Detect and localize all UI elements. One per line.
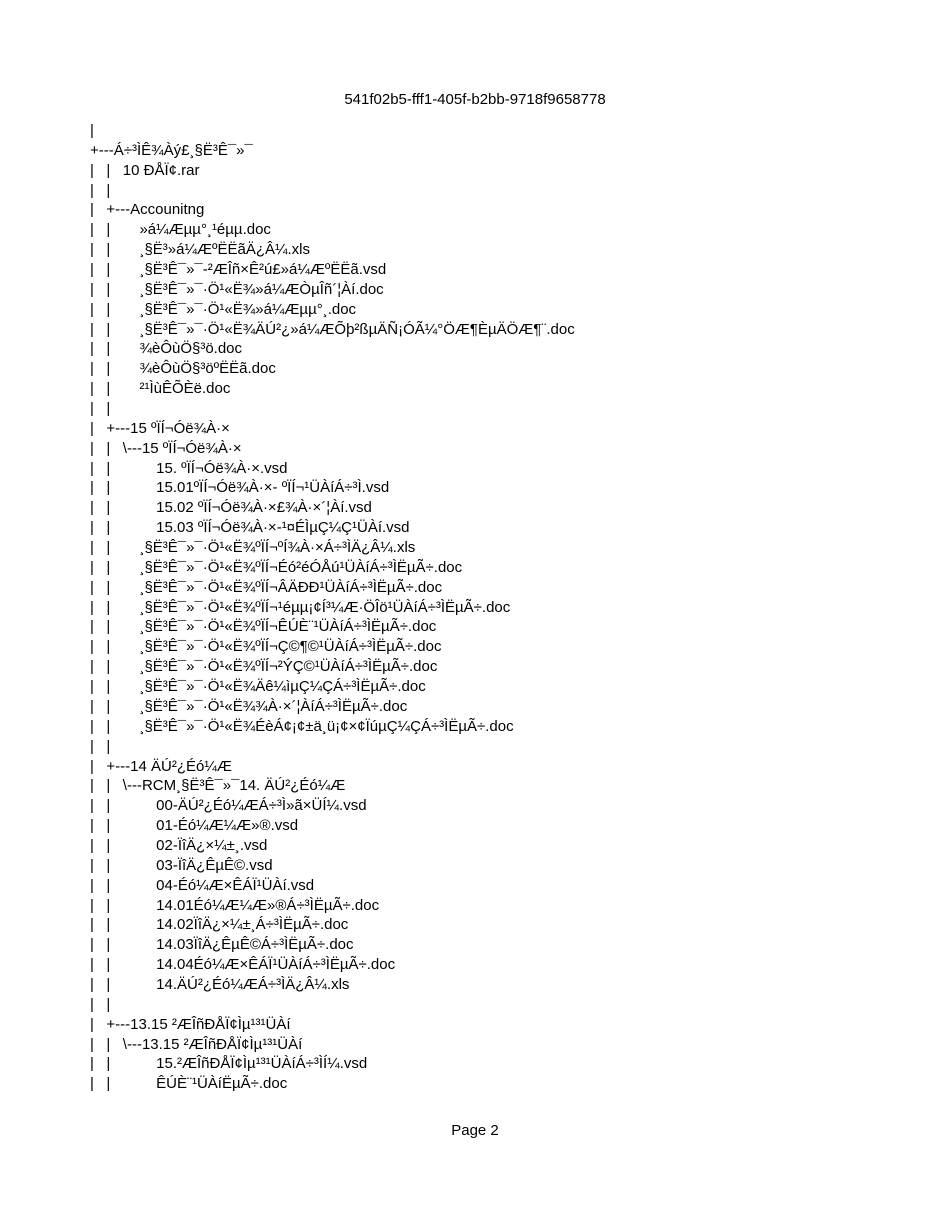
tree-line: | | ¸§Ë³Ê¯»¯·Ö¹«Ë¾»á¼Æµµ°¸.doc	[90, 300, 357, 318]
tree-line: | | ¸§Ë³»á¼ÆºËËãÄ¿Â¼.xls	[90, 241, 311, 259]
tree-line: | |	[90, 181, 111, 199]
tree-line: | | 00-ÄÚ²¿Éó¼ÆÁ÷³Ì»ã×ÜÍ¼.vsd	[90, 797, 367, 815]
tree-line: | | 15.²ÆÎñÐÅÏ¢Ìµ¹³¹ÜÀíÁ÷³ÌÍ¼.vsd	[90, 1055, 368, 1073]
tree-line: | | ¸§Ë³Ê¯»¯·Ö¹«Ë¾¾À·×´¦ÀíÁ÷³ÌËµÃ÷.doc	[90, 697, 408, 715]
tree-line: | | ¸§Ë³Ê¯»¯·Ö¹«Ë¾ºÏÍ¬¹éµµ¡¢Í³¼Æ·ÖÎö¹ÜÀíÁ÷³ÌËµÃ÷.doc	[90, 598, 511, 616]
tree-line: | | »á¼Æµµ°¸¹éµµ.doc	[90, 221, 271, 239]
tree-line: | | ¸§Ë³Ê¯»¯·Ö¹«Ë¾»á¼ÆÒµÎñ´¦Àí.doc	[90, 280, 384, 298]
tree-line: | +---15 ºÏÍ¬Óë¾À·×	[90, 419, 230, 437]
tree-line: | | ¸§Ë³Ê¯»¯·Ö¹«Ë¾ºÏÍ¬²ÝÇ©¹ÜÀíÁ÷³ÌËµÃ÷.doc	[90, 658, 438, 676]
tree-line: | | ¸§Ë³Ê¯»¯·Ö¹«Ë¾ºÏÍ¬Éó²éÓÅú¹ÜÀíÁ÷³ÌËµÃ÷.doc	[90, 558, 463, 576]
tree-line: | | 01-Éó¼Æ¼Æ»®.vsd	[90, 817, 299, 835]
tree-line: | +---13.15 ²ÆÎñÐÅÏ¢Ìµ¹³¹ÜÀí	[90, 1015, 291, 1033]
tree-line: | | ¸§Ë³Ê¯»¯-²ÆÎñ×Ê²ú£»á¼ÆºËËã.vsd	[90, 261, 387, 279]
tree-line: | | 15.01ºÏÍ¬Óë¾À·×- ºÏÍ¬¹ÜÀíÁ÷³Ì.vsd	[90, 479, 390, 497]
tree-line: | |	[90, 995, 111, 1013]
tree-line: | | 15. ºÏÍ¬Óë¾À·×.vsd	[90, 459, 288, 477]
tree-line: | +---Accounitng	[90, 201, 205, 219]
page-header-doc-id: 541f02b5-fff1-405f-b2bb-9718f9658778	[344, 91, 606, 108]
tree-line: | | ¸§Ë³Ê¯»¯·Ö¹«Ë¾ÄÚ²¿»á¼ÆÕþ²ßµÄÑ¡ÓÃ¼°ÖÆ¶ÈµÄÖÆ¶¨.doc	[90, 320, 575, 338]
tree-line: | | ¾èÔùÖ§³ö.doc	[90, 340, 243, 358]
tree-line: | | 02-ÏîÄ¿×¼±¸.vsd	[90, 836, 268, 854]
tree-line: +---Á÷³ÌÊ¾Àý£¸§Ë³Ê¯»¯	[90, 141, 253, 159]
tree-line: | | 15.02 ºÏÍ¬Óë¾À·×£¾À·×´¦Àí.vsd	[90, 499, 372, 517]
tree-line: | | 04-Éó¼Æ×ÊÁÏ¹ÜÀí.vsd	[90, 876, 315, 894]
page-footer-page-number: Page 2	[451, 1122, 499, 1139]
tree-line: | | 14.04Éó¼Æ×ÊÁÏ¹ÜÀíÁ÷³ÌËµÃ÷.doc	[90, 956, 396, 974]
tree-line: | | \---15 ºÏÍ¬Óë¾À·×	[90, 439, 242, 457]
tree-line: | |	[90, 400, 111, 418]
tree-line: | | 10 ÐÅÏ¢.rar	[90, 161, 200, 179]
tree-line: | +---14 ÄÚ²¿Éó¼Æ	[90, 757, 232, 775]
tree-line: | | ²¹ÌùÊÕÈë.doc	[90, 380, 231, 398]
tree-line: | | 14.01Éó¼Æ¼Æ»®Á÷³ÌËµÃ÷.doc	[90, 896, 380, 914]
tree-line: | | ¸§Ë³Ê¯»¯·Ö¹«Ë¾ÉèÁ¢¡¢±ä¸ü¡¢×¢ÏúµÇ¼ÇÁ÷³ÌËµÃ÷.doc	[90, 717, 514, 735]
tree-line: | | ¸§Ë³Ê¯»¯·Ö¹«Ë¾Äê¼ìµÇ¼ÇÁ÷³ÌËµÃ÷.doc	[90, 678, 426, 696]
tree-line: | | 03-ÏîÄ¿ÊµÊ©.vsd	[90, 856, 273, 874]
tree-line: | | 15.03 ºÏÍ¬Óë¾À·×-¹¤ÉÌµÇ¼Ç¹ÜÀí.vsd	[90, 519, 410, 537]
tree-line: |	[90, 122, 94, 139]
tree-line: | | ¸§Ë³Ê¯»¯·Ö¹«Ë¾ºÏÍ¬ÂÄÐÐ¹ÜÀíÁ÷³ÌËµÃ÷.doc	[90, 578, 443, 596]
tree-line: | | \---13.15 ²ÆÎñÐÅÏ¢Ìµ¹³¹ÜÀí	[90, 1035, 303, 1053]
tree-line: | | ¸§Ë³Ê¯»¯·Ö¹«Ë¾ºÏÍ¬ºÍ¾À·×Á÷³ÌÄ¿Â¼.xls	[90, 539, 416, 557]
tree-line: | | ¸§Ë³Ê¯»¯·Ö¹«Ë¾ºÏÍ¬ÊÚÈ¨¹ÜÀíÁ÷³ÌËµÃ÷.doc	[90, 618, 437, 636]
tree-line: | |	[90, 737, 111, 755]
tree-line: | | ¾èÔùÖ§³öºËËã.doc	[90, 360, 276, 378]
tree-line: | | 14.ÄÚ²¿Éó¼ÆÁ÷³ÌÄ¿Â¼.xls	[90, 975, 350, 993]
tree-line: | | ÊÚÈ¨¹ÜÀíËµÃ÷.doc	[90, 1075, 288, 1093]
tree-line: | | 14.02ÏîÄ¿×¼±¸Á÷³ÌËµÃ÷.doc	[90, 916, 349, 934]
directory-tree-listing	[90, 121, 910, 1094]
tree-line: | | \---RCM¸§Ë³Ê¯»¯14. ÄÚ²¿Éó¼Æ	[90, 777, 346, 795]
tree-line: | | 14.03ÏîÄ¿ÊµÊ©Á÷³ÌËµÃ÷.doc	[90, 936, 354, 954]
tree-line: | | ¸§Ë³Ê¯»¯·Ö¹«Ë¾ºÏÍ¬Ç©¶©¹ÜÀíÁ÷³ÌËµÃ÷.doc	[90, 638, 442, 656]
